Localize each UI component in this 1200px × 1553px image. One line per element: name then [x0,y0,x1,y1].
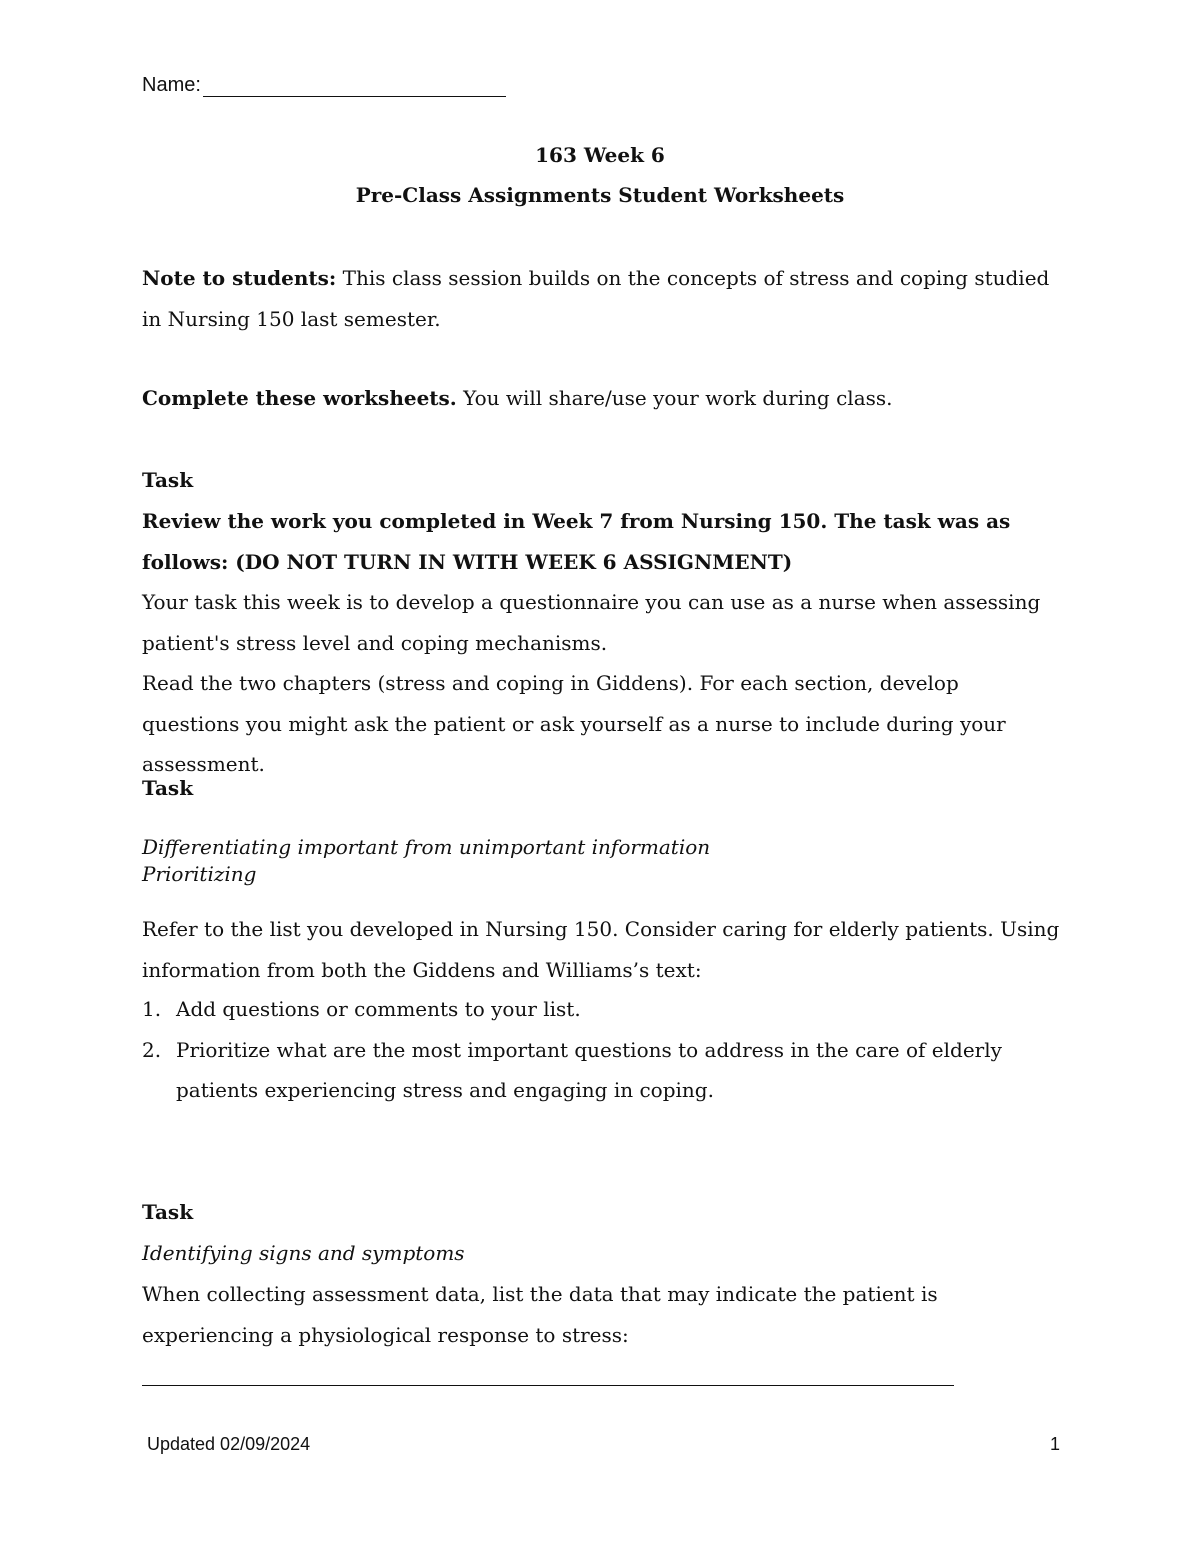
task2-subtitle-differentiating: Differentiating important from unimportant information [142,835,711,859]
task3-text: When collecting assessment data, list the data that may indicate the patient is experiencing a physiological response to stress: [142,1282,938,1347]
task2-list [142,989,1062,1111]
task1-paragraph-2: Read the two chapters (stress and coping in Giddens). For each section, develop questions you might ask the patient or ask yourself as a nurse to include during your assessment. [142,671,1006,776]
document-title: 163 Week 6 [535,143,665,167]
name-field-row [142,74,506,97]
task1-instruction: Review the work you completed in Week 7 from Nursing 150. The task was as follows: (DO NOT TURN IN WITH WEEK 6 ASSIGNMENT) [142,509,1011,574]
task2-heading: Task [142,776,194,800]
note-paragraph [142,258,1062,339]
footer-updated-date: Updated 02/09/2024 [147,1434,311,1454]
list-item-number: 2. [142,1037,162,1062]
complete-paragraph [142,378,1062,419]
document-subtitle: Pre-Class Assignments Student Worksheets [355,183,845,207]
list-item [142,989,1062,1030]
task3-subtitle: Identifying signs and symptoms [142,1241,465,1265]
footer-page-number: 1 [1049,1434,1060,1454]
complete-text: You will share/use your work during class. [456,386,893,410]
task2-subtitle-prioritizing: Prioritizing [142,862,257,886]
answer-line[interactable] [142,1385,954,1386]
task2-intro: Refer to the list you developed in Nursing 150. Consider caring for elderly patients. Using information from both the Giddens and Williams’s text: [142,917,1060,982]
name-label: Name: [142,74,201,96]
note-text: This class session builds on the concepts of stress and coping studied in Nursing 150 last semester. [142,266,1050,331]
name-blank-line[interactable] [203,76,506,97]
task1-paragraph-1: Your task this week is to develop a questionnaire you can use as a nurse when assessing patient's stress level and coping mechanisms. [142,590,1041,655]
list-item [142,1030,1062,1111]
complete-label: Complete these worksheets. [142,386,457,410]
list-item-text: Prioritize what are the most important questions to address in the care of elderly patients experiencing stress and engaging in coping. [176,1037,1002,1102]
list-item-number: 1. [142,997,162,1021]
note-label: Note to students: [142,266,337,290]
task1-heading: Task [142,468,194,492]
task3-heading: Task [142,1200,194,1224]
list-item-text: Add questions or comments to your list. [176,997,581,1021]
